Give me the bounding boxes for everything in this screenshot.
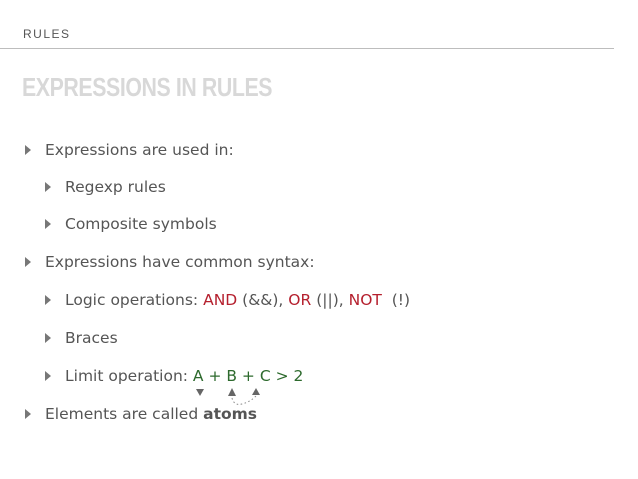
sub-bullet-item	[45, 367, 303, 385]
triangle-right-icon	[45, 371, 51, 381]
triangle-right-icon	[45, 182, 51, 192]
keyword-or: OR	[288, 291, 312, 309]
triangle-right-icon	[25, 145, 31, 155]
arrow-down-marker	[252, 388, 260, 395]
arrow-up-marker	[228, 388, 236, 396]
arrow-down-marker	[196, 389, 204, 396]
sub-bullet-item	[45, 215, 217, 233]
bullet-item	[25, 141, 234, 159]
symbol-not: (!)	[381, 291, 411, 309]
limit-op-prefix: Limit operation:	[65, 367, 193, 385]
logic-ops-line	[65, 291, 410, 309]
atoms-line	[45, 405, 257, 423]
atoms-emphasis: atoms	[203, 405, 258, 423]
sub-bullet-item	[45, 291, 410, 309]
sub-bullet-item	[45, 329, 118, 347]
header-section-label: RULES	[23, 27, 71, 41]
symbol-and: (&&),	[237, 291, 289, 309]
triangle-right-icon	[25, 257, 31, 267]
sub-bullet-text: Braces	[65, 329, 118, 347]
triangle-right-icon	[45, 219, 51, 229]
triangle-right-icon	[25, 409, 31, 419]
logic-ops-prefix: Logic operations:	[65, 291, 204, 309]
keyword-and: AND	[203, 291, 238, 309]
atoms-prefix: Elements are called	[45, 405, 204, 423]
sub-bullet-item	[45, 178, 166, 196]
limit-expression: A + B + C > 2	[192, 367, 304, 385]
triangle-right-icon	[45, 295, 51, 305]
sub-bullet-text: Composite symbols	[65, 215, 217, 233]
dotted-curve	[232, 396, 256, 404]
header-divider	[0, 48, 614, 49]
sub-bullet-text: Regexp rules	[65, 178, 166, 196]
bullet-item	[25, 253, 315, 271]
bullet-item	[25, 405, 257, 423]
bullet-text: Expressions are used in:	[45, 141, 234, 159]
bullet-text: Expressions have common syntax:	[45, 253, 315, 271]
slide-title: EXPRESSIONS IN RULES	[22, 72, 273, 102]
triangle-right-icon	[45, 333, 51, 343]
keyword-not: NOT	[348, 291, 382, 309]
symbol-or: (||),	[311, 291, 349, 309]
limit-op-line	[65, 367, 303, 385]
